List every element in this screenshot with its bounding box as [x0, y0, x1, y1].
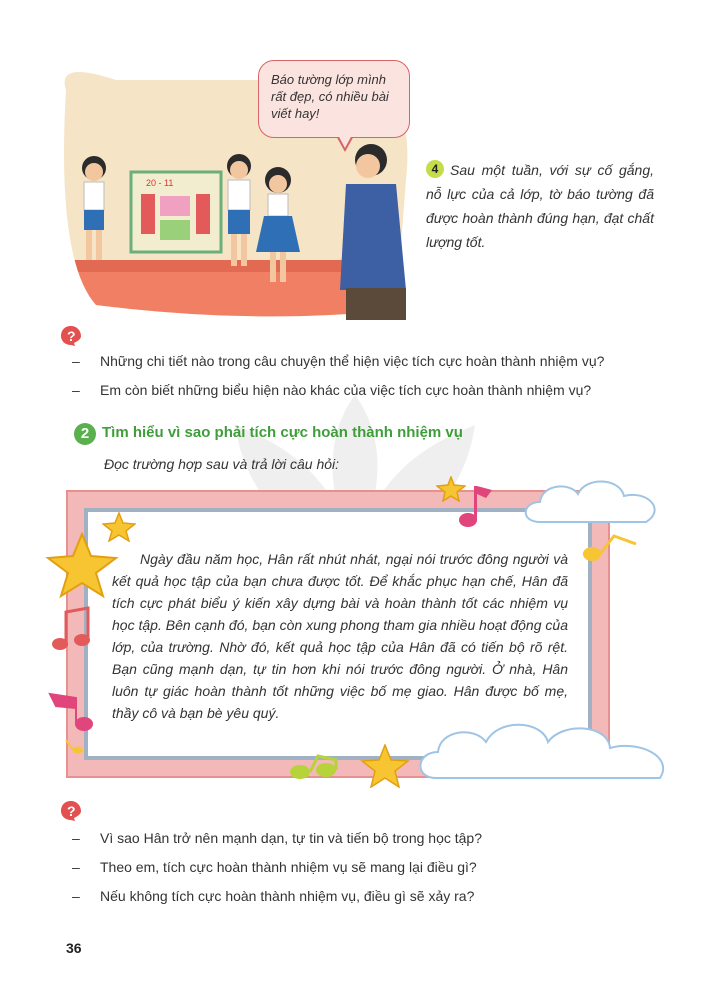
page-number: 36: [66, 940, 82, 956]
star-icon: [102, 512, 136, 542]
story-text: Ngày đầu năm học, Hân rất nhút nhát, ngại nói trước đông người và kết quả học tập của bạn chưa được tốt. Để khắc phục hạn chế, Hân đã tích cực phát biểu ý kiến xây dựng bài và hoàn thành tốt các nhiệm vụ học tập. Bên cạnh đó, bạn còn xung phong tham gia nhiều hoạt động của lớp, của trường. Nhờ đó, kết quả học tập của Hân đã có tiến bộ rõ rệt. Bạn cũng mạnh dạn, tự tin hơn khi nói trước đông người. Ở nhà, Hân luôn tự giác hoàn thành tốt những việc bố mẹ giao. Hân được bố mẹ, thầy cô và bạn bè yêu quý.: [112, 551, 568, 721]
step4-number: 4: [426, 160, 444, 178]
dash: –: [72, 830, 80, 846]
music-note-icon: [46, 690, 96, 734]
question-text: Vì sao Hân trở nên mạnh dạn, tự tin và tiến bộ trong học tập?: [100, 830, 483, 846]
section-instruction: Đọc trường hợp sau và trả lời câu hỏi:: [104, 456, 340, 472]
dash: –: [72, 888, 80, 904]
dash: –: [72, 382, 80, 398]
question-line: [72, 888, 672, 908]
music-note-icon: [62, 738, 84, 754]
question-text: Theo em, tích cực hoàn thành nhiệm vụ sẽ mang lại điều gì?: [100, 859, 477, 875]
svg-text:?: ?: [67, 328, 76, 344]
music-note-icon: [50, 604, 94, 654]
question-line: [72, 830, 672, 850]
question-line: [72, 859, 672, 879]
speech-bubble-tail-fill: [337, 133, 353, 148]
dash: –: [72, 859, 80, 875]
question-icon: [60, 800, 82, 822]
svg-text:?: ?: [67, 803, 76, 819]
question-line: [72, 353, 672, 373]
cloud-icon: [520, 472, 666, 534]
section-number: 2: [74, 423, 96, 445]
dash: –: [72, 353, 80, 369]
question-text: Nếu không tích cực hoàn thành nhiệm vụ, điều gì sẽ xảy ra?: [100, 888, 475, 904]
speech-bubble-text: Báo tường lớp mình rất đẹp, có nhiều bài viết hay!: [271, 72, 389, 121]
question-text: Những chi tiết nào trong câu chuyện thể hiện việc tích cực hoàn thành nhiệm vụ?: [100, 353, 605, 369]
section-title: Tìm hiểu vì sao phải tích cực hoàn thành nhiệm vụ: [102, 424, 463, 441]
speech-bubble: [258, 60, 410, 138]
cloud-icon: [412, 712, 682, 794]
question-line: [72, 382, 672, 402]
music-note-icon: [288, 752, 354, 782]
question-icon: [60, 325, 82, 347]
poster-date: 20 - 11: [146, 178, 174, 188]
star-icon: [360, 744, 410, 788]
music-note-icon: [456, 480, 496, 530]
question-text: Em còn biết những biểu hiện nào khác của việc tích cực hoàn thành nhiệm vụ?: [100, 382, 592, 398]
music-note-icon: [580, 530, 640, 564]
step4-text: Sau một tuần, với sự cố gắng, nỗ lực của cả lớp, tờ báo tường đã được hoàn thành đúng hạn, đạt chất lượng tốt.: [426, 162, 654, 250]
